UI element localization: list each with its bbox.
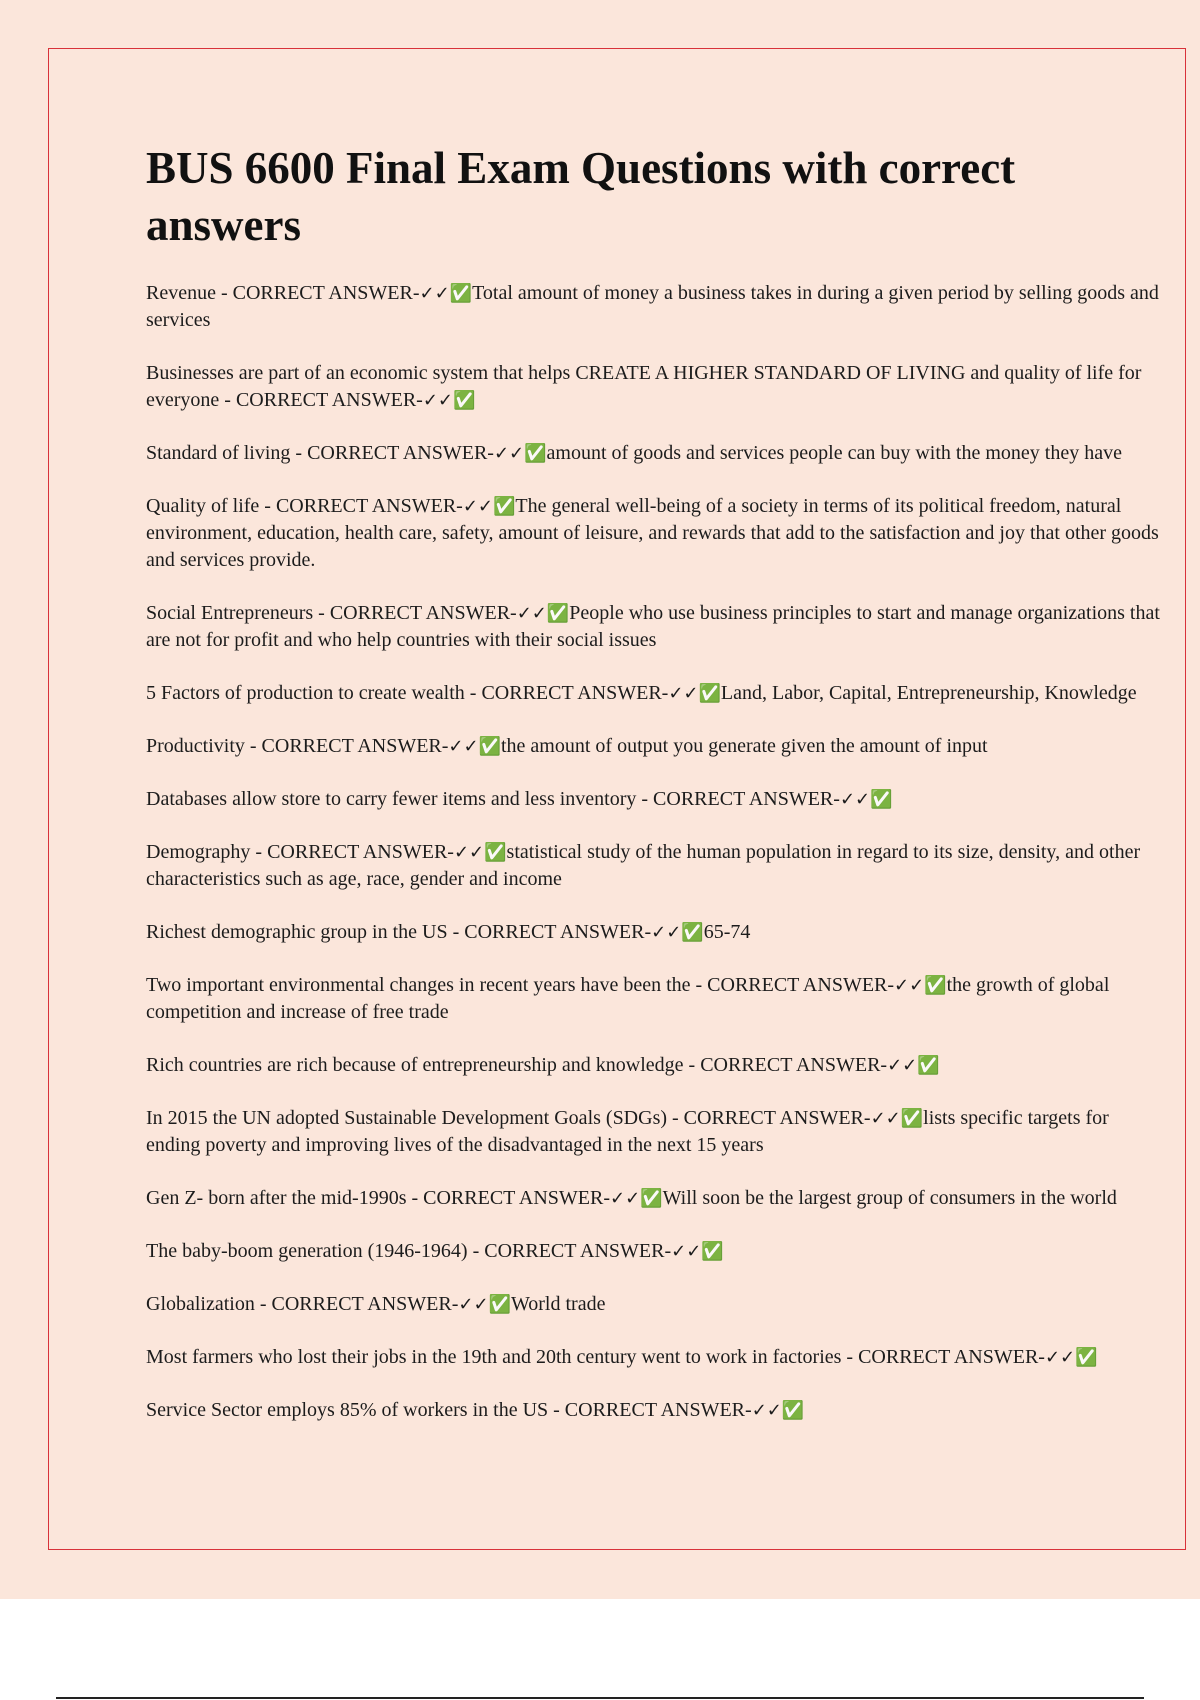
question-text: Social Entrepreneurs - CORRECT ANSWER- xyxy=(146,602,517,624)
check-marks-icon: ✓✓✅ xyxy=(887,1055,940,1076)
qa-entry xyxy=(146,733,1168,760)
question-text: Databases allow store to carry fewer items and less inventory - CORRECT ANSWER- xyxy=(146,788,840,810)
qa-entry xyxy=(146,839,1168,893)
answer-text: 65-74 xyxy=(703,921,751,943)
qa-entry xyxy=(146,1397,1168,1424)
question-text: Standard of living - CORRECT ANSWER- xyxy=(146,442,494,464)
answer-text: the amount of output you generate given the amount of input xyxy=(501,735,988,757)
qa-entry xyxy=(146,493,1168,574)
check-marks-icon: ✓✓✅ xyxy=(448,736,501,757)
check-marks-icon: ✓✓✅ xyxy=(422,390,476,411)
answer-text: Will soon be the largest group of consumers in the world xyxy=(662,1187,1117,1209)
qa-entry xyxy=(146,1105,1168,1159)
check-marks-icon: ✓✓✅ xyxy=(839,789,893,810)
question-text: In 2015 the UN adopted Sustainable Development Goals (SDGs) - CORRECT ANSWER- xyxy=(146,1107,871,1129)
check-marks-icon: ✓✓✅ xyxy=(453,842,507,863)
question-text: Businesses are part of an economic system that helps CREATE A HIGHER STANDARD OF LIVING and quality of life for everyone - CORRECT ANSWER- xyxy=(146,362,1142,411)
qa-entry xyxy=(146,1291,1168,1318)
qa-entry xyxy=(146,1052,1168,1079)
qa-entry xyxy=(146,972,1168,1026)
question-text: Quality of life - CORRECT ANSWER- xyxy=(146,495,463,517)
check-marks-icon: ✓✓✅ xyxy=(516,603,570,624)
qa-entry xyxy=(146,919,1168,946)
question-text: Most farmers who lost their jobs in the 19th and 20th century went to work in factories - CORRECT ANSWER- xyxy=(146,1346,1045,1368)
answer-text: The general well-being of a society in terms of its political freedom, natural environment, education, health care, safety, amount of leisure, and rewards that add to the satisfaction and joy that other goods and services provide. xyxy=(146,495,1159,571)
check-marks-icon: ✓✓✅ xyxy=(493,443,547,464)
qa-entry xyxy=(146,786,1168,813)
check-marks-icon: ✓✓✅ xyxy=(671,1241,724,1262)
question-text: 5 Factors of production to create wealth - CORRECT ANSWER- xyxy=(146,682,669,704)
check-marks-icon: ✓✓✅ xyxy=(668,683,721,704)
qa-entry xyxy=(146,600,1168,654)
check-marks-icon: ✓✓✅ xyxy=(458,1294,511,1315)
answer-text: World trade xyxy=(510,1293,606,1315)
question-text: Productivity - CORRECT ANSWER- xyxy=(146,735,449,757)
check-marks-icon: ✓✓✅ xyxy=(1044,1347,1098,1368)
check-marks-icon: ✓✓✅ xyxy=(751,1400,805,1421)
qa-entry xyxy=(146,1238,1168,1265)
answer-text: lists specific targets for ending poverty and improving lives of the disadvantaged in the next 15 years xyxy=(146,1107,1109,1156)
question-text: Revenue - CORRECT ANSWER- xyxy=(146,282,420,304)
answer-text: Land, Labor, Capital, Entrepreneurship, Knowledge xyxy=(720,682,1137,704)
question-text: Two important environmental changes in recent years have been the - CORRECT ANSWER- xyxy=(146,974,895,996)
qa-entry xyxy=(146,360,1168,414)
check-marks-icon: ✓✓✅ xyxy=(610,1188,663,1209)
question-text: The baby-boom generation (1946-1964) - CORRECT ANSWER- xyxy=(146,1240,672,1262)
qa-entry xyxy=(146,280,1168,334)
qa-entry xyxy=(146,1185,1168,1212)
answer-text: amount of goods and services people can buy with the money they have xyxy=(546,442,1122,464)
question-text: Gen Z- born after the mid-1990s - CORRECT ANSWER- xyxy=(146,1187,611,1209)
answer-text: Total amount of money a business takes in during a given period by selling goods and services xyxy=(146,282,1159,331)
question-text: Rich countries are rich because of entrepreneurship and knowledge - CORRECT ANSWER- xyxy=(146,1054,888,1076)
check-marks-icon: ✓✓✅ xyxy=(870,1108,924,1129)
question-text: Demography - CORRECT ANSWER- xyxy=(146,841,454,863)
qa-entry xyxy=(146,680,1168,707)
qa-list xyxy=(146,280,1168,1424)
document-title: BUS 6600 Final Exam Questions with correct answers xyxy=(146,143,1016,250)
check-marks-icon: ✓✓✅ xyxy=(419,283,473,304)
answer-text: statistical study of the human population in regard to its size, density, and other characteristics such as age, race, gender and income xyxy=(146,841,1141,890)
question-text: Richest demographic group in the US - CORRECT ANSWER- xyxy=(146,921,652,943)
check-marks-icon: ✓✓✅ xyxy=(462,496,516,517)
answer-text: People who use business principles to start and manage organizations that are not for profit and who help countries with their social issues xyxy=(146,602,1160,651)
question-text: Globalization - CORRECT ANSWER- xyxy=(146,1293,459,1315)
qa-entry xyxy=(146,1344,1168,1371)
answer-text: the growth of global competition and increase of free trade xyxy=(146,974,1110,1023)
question-text: Service Sector employs 85% of workers in the US - CORRECT ANSWER- xyxy=(146,1399,752,1421)
footer-rule xyxy=(56,1697,1144,1699)
qa-entry xyxy=(146,440,1168,467)
check-marks-icon: ✓✓✅ xyxy=(651,922,704,943)
document-content xyxy=(146,140,1168,1450)
check-marks-icon: ✓✓✅ xyxy=(894,975,947,996)
